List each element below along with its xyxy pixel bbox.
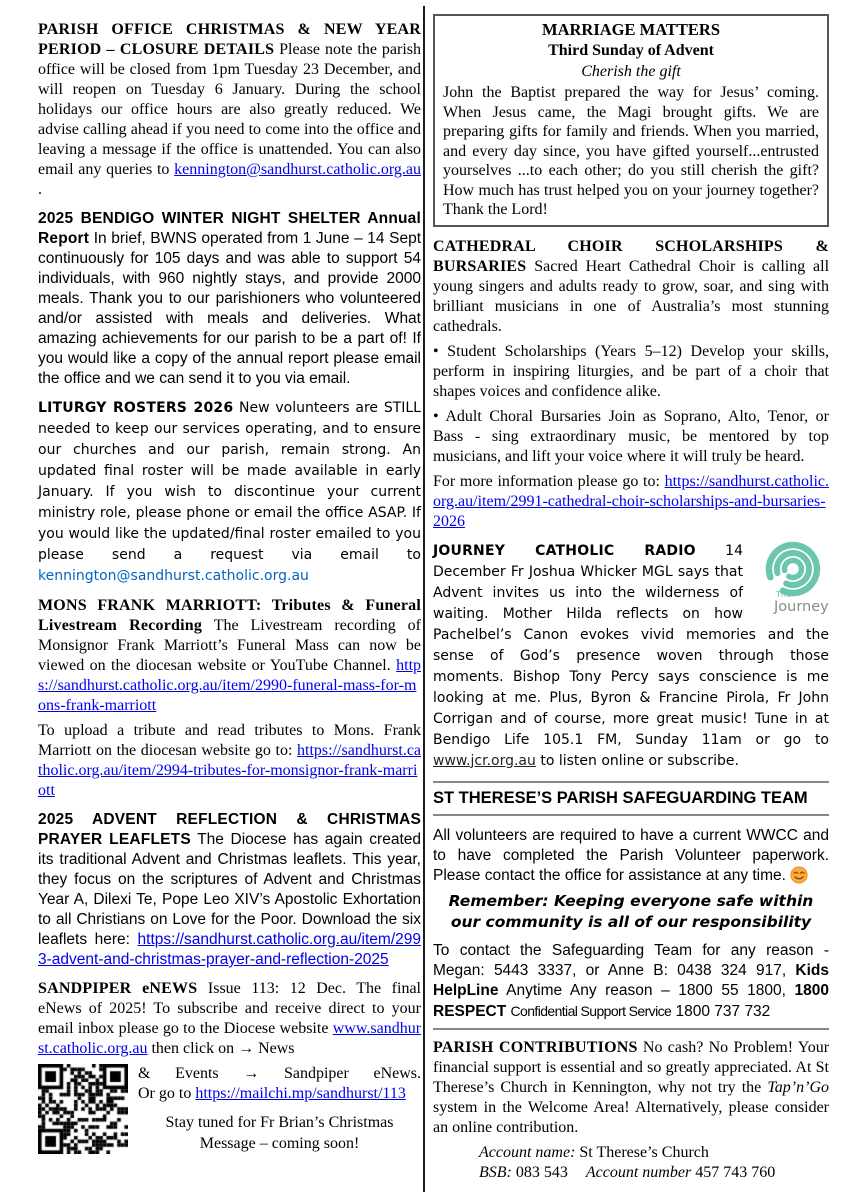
contributions-body-2: system in the Welcome Area! Alternatively, please consider an online contribution. [433, 1098, 829, 1136]
contact-text: To contact the Safeguarding Team for any reason - Megan: 5443 3337, or Anne B: 0438 324 917, [433, 941, 829, 979]
cathedral-intro-paragraph [433, 237, 829, 337]
section-safeguarding [433, 781, 829, 1022]
mons-paragraph-1 [38, 596, 421, 716]
tap-n-go-text: Tap’n’Go [767, 1078, 830, 1096]
mons-body-2: To upload a tribute and read tributes to Mons. Frank Marriott on the diocesan website go to: [38, 722, 421, 759]
advent-leaflets-link[interactable]: https://sandhurst.catholic.org.au/item/2993-advent-and-christmas-prayer-and-reflection-2025 [38, 931, 421, 968]
contributions-body-1: No cash? No Problem! Your financial support is essential and so greatly appreciated. At St Therese’s Church in Kennington, why not try the [433, 1038, 830, 1096]
journey-heading: JOURNEY CATHOLIC RADIO [433, 542, 696, 559]
safeguarding-header: ST THERESE’S PARISH SAFEGUARDING TEAM [433, 781, 829, 816]
cathedral-intro: Sacred Heart Cathedral Choir is calling all young singers and adults ready to grow, soar, and sing with brilliant musicians in one of Australia’s most stunning cathedrals. [433, 257, 830, 335]
marriage-tagline: Cherish the gift [581, 63, 681, 80]
liturgy-paragraph [38, 398, 421, 587]
cathedral-scholarships-link[interactable]: https://sandhurst.catholic.org.au/item/2991-cathedral-choir-scholarships-and-bursaries-2026 [433, 472, 830, 530]
liturgy-body: New volunteers are STILL needed to keep our services operating, and to ensure our churches and our parish, remain strong. An updated final roster will be made available in early January. If you wish to discontinue your current ministry role, please phone or email the office ASAP. If you would like the updated/final roster emailed to you please send a request via email to [38, 400, 421, 563]
emoji-face [791, 866, 807, 882]
sandpiper-line-2: & Events → Sandpiper eNews. [138, 1065, 421, 1082]
advent-paragraph [38, 810, 421, 970]
advent-heading: 2025 ADVENT REFLECTION & CHRISTMAS PRAYER LEAFLETS [38, 811, 421, 848]
journey-logo-journey-text: Journey [774, 598, 829, 615]
sandpiper-body-1: Issue 113: 12 Dec. The final eNews of 2025! To subscribe and receive direct to your email inbox please go to the Diocese website [38, 980, 422, 1037]
section-liturgy-rosters [38, 398, 421, 587]
parish-office-body: Please note the parish office will be closed from 1pm Tuesday 23 December, and will reopen on Tuesday 6 January. During the school holidays our office hours are also greatly reduced. We advise calling ahead if you need to come into the office and leaving a message if the office is unattended. You can also email any queries to [38, 41, 421, 178]
journey-logo-arc-inner [784, 560, 801, 577]
mons-funeral-link[interactable]: https://sandhurst.catholic.org.au/item/2990-funeral-mass-for-mons-frank-marriott [38, 657, 422, 714]
cathedral-more-text: For more information please go to: [433, 472, 660, 490]
respect-label: 1800 RESPECT [433, 981, 829, 1020]
stay-tuned-line-2: Message – coming soon! [199, 1135, 360, 1152]
journey-paragraph [433, 541, 829, 772]
section-mons-marriott [38, 596, 421, 801]
parish-office-paragraph [38, 20, 421, 200]
journey-jcr-link[interactable]: www.jcr.org.au [433, 752, 536, 769]
mons-paragraph-2 [38, 721, 421, 801]
sandpiper-website-link[interactable]: www.sandhurst.catholic.org.au [38, 1020, 422, 1057]
marriage-subtitle: Third Sunday of Advent [548, 42, 714, 59]
safeguarding-body [433, 826, 829, 886]
kids-helpline-label: Kids HelpLine [433, 961, 830, 999]
bwns-heading: 2025 BENDIGO WINTER NIGHT SHELTER Annual Report [38, 210, 421, 247]
qr-code-canvas [38, 1064, 128, 1154]
section-advent-leaflets [38, 810, 421, 970]
journey-body-2: to listen online or subscribe. [540, 752, 739, 769]
bsb-value: 083 543 [515, 1163, 568, 1181]
safeguarding-remember: Remember: Keeping everyone safe within our community is all of our responsibility [448, 891, 814, 931]
sandpiper-line-3 [138, 1084, 421, 1104]
marriage-body: John the Baptist prepared the way for Jesus’ coming. When Jesus came, the Magi brought gifts. We are preparing gifts for family and friends. When you married, and every day since, you have gifted yourself...entrusted yourselves ...to each other; do you still cherish the gift? How much has trust helped you on your journey together? Thank the Lord! [443, 84, 819, 218]
section-parish-office [38, 20, 421, 200]
section-sandpiper [38, 979, 421, 1159]
advent-body: The Diocese has again created its traditional Advent and Christmas leaflets. This year, they focus on the scriptures of Advent and Christmas Year A, Dilexi Te, Pope Leo XIV’s Apostolic Exhortation to all Christians on Love for the Poor. Download the six leaflets here: [38, 831, 421, 948]
contributions-divider [433, 1028, 829, 1030]
contributions-heading: PARISH CONTRIBUTIONS [433, 1038, 638, 1056]
section-journey-radio [433, 541, 829, 772]
mons-heading: MONS FRANK MARRIOTT: Tributes & Funeral Livestream Recording [38, 597, 421, 634]
parish-office-email-link[interactable]: kennington@sandhurst.catholic.org.au [174, 161, 421, 178]
kids-helpline-number: Anytime Any reason – 1800 55 1800, [506, 981, 786, 999]
bwns-paragraph [38, 209, 421, 389]
sandpiper-row [38, 1064, 421, 1159]
sandpiper-paragraph [38, 979, 421, 1059]
sandpiper-heading: SANDPIPER eNEWS [38, 980, 198, 997]
cathedral-more-paragraph [433, 472, 829, 532]
account-number-label: Account number [585, 1163, 692, 1181]
journey-radio-logo [749, 541, 829, 619]
sandpiper-goto-text: Or go to [138, 1085, 192, 1102]
left-column [0, 0, 423, 1200]
cathedral-bullet-2: • Adult Choral Bursaries Join as Soprano, Alto, Tenor, or Bass - sing extraordinary music, be mentored by top musicians, and lift your voice where it will truly be heard. [433, 407, 829, 465]
safeguarding-body-text: All volunteers are required to have a current WWCC and to have completed the Parish Volunteer paperwork. Please contact the office for assistance at any time. [433, 826, 829, 884]
journey-body-1: 14 December Fr Joshua Whicker MGL says that Advent invites us into the wilderness of waiting. Mother Hilda reflects on how Pachelbel’s Canon evokes vivid memories and the sense of God’s presence woven through those moments. Bishop Tony Percy says conscience is me looking at me. Plus, Byron & Francine Pirola, Fr John Corrigan and of course, more great music! Tune in at Bendigo Life 105.1 FM, Sunday 11am or go to [433, 542, 829, 748]
mons-body-1: The Livestream recording of Monsignor Frank Marriott’s Funeral Mass can now be viewed on the diocesan website or YouTube Channel. [38, 617, 421, 674]
smiling-face-emoji-icon [790, 866, 808, 884]
bsb-label: BSB: [479, 1163, 512, 1181]
sandpiper-mailchi-link[interactable]: https://mailchi.mp/sandhurst/113 [195, 1085, 406, 1102]
sandpiper-stay-tuned [138, 1112, 421, 1154]
sandpiper-rest [138, 1064, 421, 1154]
section-cathedral-choir [433, 237, 829, 532]
marriage-title: MARRIAGE MATTERS [542, 20, 720, 39]
cathedral-bullet-1: • Student Scholarships (Years 5–12) Develop your skills, perform in inspiring liturgies, and be part of a choir that shapes voices and confidence alike. [433, 342, 829, 400]
account-name-line [433, 1143, 829, 1163]
parish-office-heading: PARISH OFFICE CHRISTMAS & NEW YEAR PERIOD – CLOSURE DETAILS [38, 21, 421, 58]
liturgy-heading: LITURGY ROSTERS 2026 [38, 400, 234, 416]
contributions-paragraph [433, 1038, 829, 1138]
mons-tributes-link[interactable]: https://sandhurst.catholic.org.au/item/2994-tributes-for-monsignor-frank-marriott [38, 742, 422, 799]
bwns-body: In brief, BWNS operated from 1 June – 14 Sept continuously for 105 days and was able to support 54 individuals, with 960 nightly stays, and provide 2000 meals. Thank you to our parishioners who volunteered and/or assisted with meals and deliveries. What amazing achievements for our parish to be a part of! If you would like a copy of the annual report please email the office and we can send it to you via email. [38, 230, 422, 387]
right-column [425, 0, 849, 1200]
account-name-label: Account name: [479, 1143, 576, 1161]
stay-tuned-line-1: Stay tuned for Fr Brian’s Christmas [165, 1114, 394, 1131]
respect-number: 1800 737 732 [675, 1002, 771, 1020]
journey-logo-the-text: The [776, 589, 791, 599]
qr-code [38, 1064, 128, 1159]
section-contributions [433, 1038, 829, 1183]
liturgy-email-link[interactable]: kennington@sandhurst.catholic.org.au [38, 568, 309, 584]
parish-office-tail: . [38, 181, 42, 198]
safeguarding-contact [433, 941, 829, 1022]
respect-service-text: Confidential Support Service [510, 1002, 672, 1019]
account-number-value: 457 743 760 [695, 1163, 776, 1181]
account-name-value: St Therese’s Church [579, 1143, 709, 1161]
cathedral-heading: CATHEDRAL CHOIR SCHOLARSHIPS & BURSARIES [433, 237, 829, 275]
sandpiper-body-2: then click on → News [151, 1040, 295, 1057]
section-bwns [38, 209, 421, 389]
bsb-line [433, 1163, 829, 1183]
section-marriage-matters [433, 14, 829, 227]
